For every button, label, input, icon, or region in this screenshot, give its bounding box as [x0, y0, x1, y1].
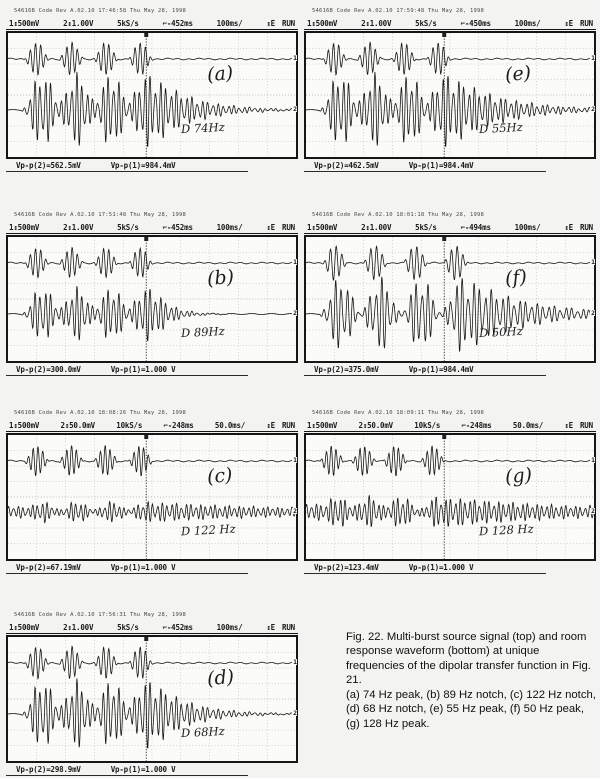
trigger-delay-readout: ⌐-452ms	[162, 623, 193, 632]
scope-header-line: 54616B Code Rev A.02.10 17:56:31 Thu May 28, 1998	[14, 612, 187, 618]
run-status-group	[266, 623, 295, 632]
trigger-delay-readout: ⌐-452ms	[162, 19, 193, 28]
handwritten-frequency-label: D 55Hz	[478, 119, 523, 137]
scope-settings-row	[304, 221, 596, 234]
handwritten-panel-letter: (d)	[205, 665, 235, 690]
caption-subfigure-list: (a) 74 Hz peak, (b) 89 Hz notch, (c) 122 Hz notch, (d) 68 Hz notch, (e) 55 Hz peak, (f) 50 Hz peak, (g) 128 Hz peak.	[346, 688, 596, 730]
channel1-marker: 1	[591, 258, 595, 266]
channel2-setting: 2↕1.00V	[361, 223, 392, 232]
trigger-edge-indicator: ↕E	[564, 223, 573, 232]
channel1-setting: 1↕500mV	[307, 223, 338, 232]
measurement-row	[6, 161, 248, 172]
vpp-channel2-readout: Vp-p(2)=67.19mV	[16, 563, 81, 572]
vpp-channel2-readout: Vp-p(2)=298.9mV	[16, 765, 81, 774]
sample-rate-readout: 5kS/s	[117, 623, 139, 632]
waveform-plot	[8, 435, 296, 559]
oscilloscope-panel	[304, 410, 596, 574]
measurement-row	[6, 765, 248, 776]
timebase-readout: 50.0ms/	[214, 421, 246, 430]
trigger-edge-indicator: ↕E	[564, 19, 573, 28]
channel2-setting: 2↕50.0mV	[358, 421, 393, 430]
channel2-marker: 2	[591, 105, 595, 113]
run-status: RUN	[579, 421, 593, 430]
oscilloscope-panel	[6, 612, 298, 776]
scope-settings-row	[6, 419, 298, 432]
timebase-readout: 100ms/	[216, 623, 243, 632]
vpp-channel1-readout: Vp-p(1)=984.4mV	[408, 161, 474, 170]
handwritten-panel-letter: (e)	[503, 61, 532, 86]
scope-settings-row	[304, 419, 596, 432]
run-status-group	[266, 421, 295, 430]
vpp-channel1-readout: Vp-p(1)=984.4mV	[408, 365, 474, 374]
channel2-marker: 2	[293, 709, 297, 717]
measurement-row	[304, 365, 546, 376]
waveform-plot	[306, 237, 594, 361]
channel1-marker: 1	[293, 658, 297, 666]
figure-caption	[346, 630, 598, 731]
handwritten-panel-letter: (f)	[503, 265, 528, 290]
vpp-channel2-readout: Vp-p(2)=462.5mV	[314, 161, 379, 170]
trigger-delay-readout: ⌐-248ms	[461, 421, 492, 430]
oscilloscope-panel	[6, 410, 298, 574]
scope-header-line: 54616B Code Rev A.02.10 17:51:48 Thu May 28, 1998	[14, 212, 187, 218]
run-status: RUN	[281, 421, 295, 430]
oscilloscope-panel	[304, 212, 596, 376]
vpp-channel1-readout: Vp-p(1)=1.000 V	[110, 365, 176, 374]
panel-slot-a	[6, 8, 298, 172]
measurement-row	[304, 563, 546, 574]
panel-slot-g	[304, 410, 596, 574]
channel1-setting: 1↕500mV	[307, 421, 338, 430]
channel2-marker: 2	[591, 309, 595, 317]
sample-rate-readout: 5kS/s	[117, 19, 139, 28]
panel-slot-b	[6, 212, 298, 376]
channel1-marker: 1	[293, 456, 297, 464]
vpp-channel1-readout: Vp-p(1)=1.000 V	[110, 563, 176, 572]
scope-settings-row	[304, 17, 596, 30]
panel-slot-e	[304, 8, 596, 172]
trigger-delay-readout: ⌐-248ms	[163, 421, 194, 430]
run-status: RUN	[282, 223, 295, 232]
channel1-setting: 1↕500mV	[9, 19, 40, 28]
handwritten-frequency-label: D 68Hz	[180, 723, 225, 741]
measurement-row	[6, 563, 248, 574]
measurement-row	[304, 161, 546, 172]
scope-header-line: 54616B Code Rev A.02.10 18:01:18 Thu May 28, 1998	[312, 212, 485, 218]
run-status-group	[564, 421, 593, 430]
panel-slot-c	[6, 410, 298, 574]
handwritten-frequency-label: D 50Hz	[478, 323, 523, 341]
vpp-channel2-readout: Vp-p(2)=375.0mV	[314, 365, 379, 374]
vpp-channel1-readout: Vp-p(1)=1.000 V	[110, 765, 176, 774]
trigger-edge-indicator: ↕E	[266, 19, 275, 28]
timebase-readout: 100ms/	[514, 19, 541, 28]
scope-display	[304, 433, 596, 561]
sample-rate-readout: 10kS/s	[116, 421, 143, 430]
sample-rate-readout: 5kS/s	[415, 223, 437, 232]
vpp-channel1-readout: Vp-p(1)=1.000 V	[408, 563, 474, 572]
channel2-setting: 2↕50.0mV	[60, 421, 95, 430]
run-status: RUN	[580, 223, 593, 232]
vpp-channel1-readout: Vp-p(1)=984.4mV	[110, 161, 176, 170]
channel2-setting: 2↕1.00V	[63, 623, 94, 632]
scope-header-line: 54616B Code Rev A.02.10 18:09:11 Thu May 28, 1998	[312, 410, 485, 416]
scope-header-line: 54616B Code Rev A.02.10 17:59:48 Thu May 28, 1998	[312, 8, 485, 14]
vpp-channel2-readout: Vp-p(2)=123.4mV	[314, 563, 379, 572]
trigger-delay-readout: ⌐-494ms	[460, 223, 491, 232]
channel1-marker: 1	[591, 54, 595, 62]
run-status-group	[564, 223, 593, 232]
channel2-setting: 2↕1.00V	[361, 19, 392, 28]
channel1-marker: 1	[591, 456, 595, 464]
handwritten-frequency-label: D 74Hz	[180, 119, 225, 137]
run-status-group	[564, 19, 593, 28]
handwritten-frequency-label: D 122 Hz	[180, 521, 236, 539]
scope-display	[6, 235, 298, 363]
oscilloscope-panel	[6, 8, 298, 172]
scope-display	[304, 235, 596, 363]
channel2-setting: 2↕1.00V	[63, 19, 94, 28]
timebase-readout: 100ms/	[216, 223, 243, 232]
scope-settings-row	[6, 221, 298, 234]
timebase-readout: 50.0ms/	[512, 421, 544, 430]
run-status: RUN	[282, 19, 295, 28]
measurement-row	[6, 365, 248, 376]
sample-rate-readout: 5kS/s	[415, 19, 437, 28]
scope-display	[304, 31, 596, 159]
oscilloscope-panel	[6, 212, 298, 376]
channel1-setting: 1↕500mV	[9, 223, 40, 232]
trigger-edge-indicator: ↕E	[564, 421, 573, 430]
scope-header-line: 54616B Code Rev A.02.10 17:46:58 Thu May 28, 1998	[14, 8, 187, 14]
run-status-group	[266, 19, 295, 28]
run-status: RUN	[282, 623, 295, 632]
scope-display	[6, 635, 298, 763]
vpp-channel2-readout: Vp-p(2)=300.0mV	[16, 365, 81, 374]
handwritten-panel-letter: (b)	[205, 265, 235, 290]
waveform-plot	[8, 33, 296, 157]
channel1-marker: 1	[293, 258, 297, 266]
timebase-readout: 100ms/	[216, 19, 243, 28]
scope-header-line: 54616B Code Rev A.02.10 18:08:26 Thu May 28, 1998	[14, 410, 187, 416]
waveform-plot	[306, 33, 594, 157]
channel2-marker: 2	[591, 507, 595, 515]
trigger-delay-readout: ⌐-452ms	[162, 223, 193, 232]
run-status-group	[266, 223, 295, 232]
channel2-marker: 2	[293, 105, 297, 113]
run-status: RUN	[580, 19, 593, 28]
oscilloscope-panel	[304, 8, 596, 172]
panel-slot-f	[304, 212, 596, 376]
waveform-plot	[8, 237, 296, 361]
handwritten-frequency-label: D 128 Hz	[478, 521, 534, 539]
channel2-setting: 2↕1.00V	[63, 223, 94, 232]
trigger-edge-indicator: ↕E	[266, 223, 275, 232]
vpp-channel2-readout: Vp-p(2)=562.5mV	[16, 161, 81, 170]
waveform-plot	[306, 435, 594, 559]
scope-display	[6, 433, 298, 561]
caption-text: Fig. 22. Multi-burst source signal (top) and room response waveform (bottom) at unique frequencies of the dipolar transfer function in Fig. 21.	[346, 631, 591, 687]
panel-slot-d	[6, 612, 298, 776]
channel1-marker: 1	[293, 54, 297, 62]
handwritten-panel-letter: (a)	[205, 61, 234, 86]
scope-settings-row	[6, 17, 298, 30]
trigger-edge-indicator: ↕E	[266, 623, 275, 632]
handwritten-panel-letter: (g)	[503, 463, 533, 488]
channel2-marker: 2	[293, 309, 297, 317]
waveform-plot	[8, 637, 296, 761]
channel1-setting: 1↕500mV	[307, 19, 338, 28]
channel1-setting: 1↕500mV	[9, 421, 40, 430]
scope-settings-row	[6, 621, 298, 634]
handwritten-frequency-label: D 89Hz	[180, 323, 225, 341]
trigger-delay-readout: ⌐-450ms	[460, 19, 491, 28]
trigger-edge-indicator: ↕E	[266, 421, 275, 430]
sample-rate-readout: 5kS/s	[117, 223, 139, 232]
timebase-readout: 100ms/	[514, 223, 541, 232]
channel1-setting: 1↕500mV	[9, 623, 40, 632]
scope-display	[6, 31, 298, 159]
channel2-marker: 2	[293, 507, 297, 515]
sample-rate-readout: 10kS/s	[414, 421, 441, 430]
handwritten-panel-letter: (c)	[205, 463, 234, 488]
